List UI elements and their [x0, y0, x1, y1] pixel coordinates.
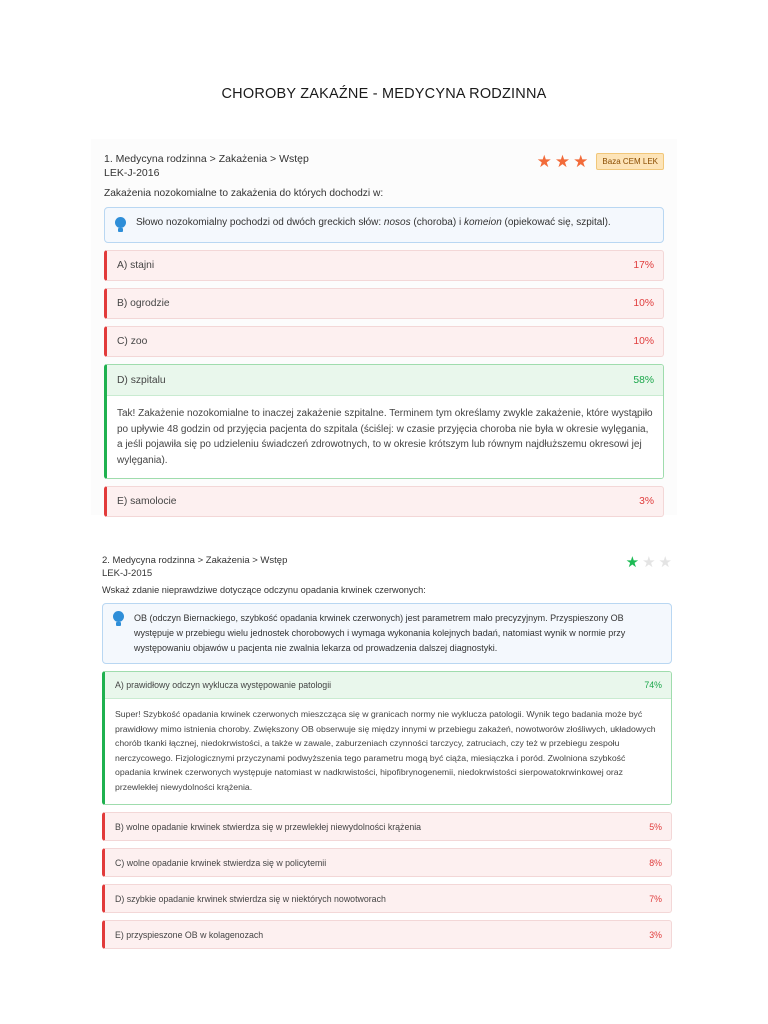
answer-percent: 10%: [633, 298, 654, 309]
answer-option-c[interactable]: [102, 848, 672, 877]
answer-label: D) szpitalu: [117, 374, 166, 386]
star-icon: ★: [573, 152, 589, 171]
answer-label: C) wolne opadanie krwinek stwierdza się w policytemii: [115, 857, 327, 868]
star-icon: ★: [554, 152, 571, 171]
answer-explanation: Super! Szybkość opadania krwinek czerwonych mieszcząca się w granicach normy nie wyklucza patologii. Wynik tego badania może być prawidłowy mimo istnienia choroby. Zwiększony OB obserwuje się między innymi w przebiegu zakażeń, nowotworów złośliwych, układowych chorób tkanki łącznej, niedokrwistości, a także w zawale, zaburzeniach czynności tarczycy, zatruciach, czy też w przebiegu zespołu nerczycowego. Fizjologicznymi przyczynami podwyższenia tego parametru mogą być ciąża, miesiączka i poród. Zwolniona szybkość opadania krwinek czerwonych występuje natomiast w nadkrwistości, hipofibrynogenemii, niedokrwistości sierpowatokrwinkowej oraz przewlekłej niewydolności krążenia.: [105, 699, 671, 804]
question-text: Zakażenia nozokomialne to zakażenia do których dochodzi w:: [104, 188, 384, 199]
answer-option-e[interactable]: [104, 486, 664, 517]
answer-percent: 17%: [633, 260, 654, 271]
answer-percent: 5%: [649, 821, 662, 832]
breadcrumb[interactable]: 1. Medycyna rodzinna > Zakażenia > Wstęp: [104, 153, 309, 165]
hint-text: OB (odczyn Biernackiego, szybkość opadania krwinek czerwonych) jest parametrem mało precyzyjnym. Przyspieszony OB występuje w przebiegu wielu jednostek chorobowych i wymaga wykonania kolejnych badań, natomiast wynik w normie przy występowaniu objawów u pacjenta nie zwalnia lekarza od prowadzenia dalszej diagnostyki.: [134, 613, 626, 653]
answer-label: D) szybkie opadanie krwinek stwierdza się w niektórych nowotworach: [115, 893, 386, 904]
answer-label: B) wolne opadanie krwinek stwierdza się w przewlekłej niewydolności krążenia: [115, 821, 422, 832]
question-header: [104, 153, 664, 179]
exam-code: LEK-J-2016: [104, 167, 160, 179]
answer-option-c[interactable]: [104, 326, 664, 357]
question-card-1: [91, 139, 677, 515]
answer-option-b[interactable]: [104, 288, 664, 319]
answer-explanation: Tak! Zakażenie nozokomialne to inaczej zakażenie szpitalne. Terminem tym określamy zwykle zakażenie, które wystąpiło po upływie 48 godzin od przyjęcia pacjenta do szpitala (ściślej: w czasie przyjęcia choroba nie była w okresie wylęgania, a jeśli pojawiła się po udzieleniu świadczeń zdrowotnych, to w okresie krótszym lub równym najdłuższemu okresowi jej wylęgania).: [107, 396, 663, 478]
answer-label: A) stajni: [117, 260, 155, 271]
answer-label: E) samolocie: [117, 496, 177, 507]
answer-percent: 8%: [649, 857, 662, 868]
answer-percent: 3%: [649, 929, 662, 940]
answer-percent: 58%: [633, 374, 654, 386]
difficulty-rating: [537, 153, 589, 170]
breadcrumb[interactable]: 2. Medycyna rodzinna > Zakażenia > Wstęp: [102, 555, 288, 566]
answer-percent: 3%: [639, 496, 654, 507]
answer-percent: 10%: [633, 336, 654, 347]
question-card-2: [91, 545, 683, 940]
star-icon: ★: [642, 554, 656, 571]
answer-label: A) prawidłowy odczyn wyklucza występowanie patologii: [115, 680, 332, 690]
answer-option-a[interactable]: [104, 250, 664, 281]
hint-box: [102, 603, 672, 664]
answer-option-a-correct[interactable]: [102, 671, 672, 805]
answer-label: C) zoo: [117, 336, 148, 347]
page-title: CHOROBY ZAKAŹNE - MEDYCYNA RODZINNA: [221, 86, 547, 102]
star-icon: ★: [625, 554, 640, 571]
question-text: Wskaż zdanie nieprawdziwe dotyczące odczynu opadania krwinek czerwonych:: [102, 585, 426, 595]
answer-label: B) ogrodzie: [117, 298, 170, 309]
difficulty-rating: [626, 555, 672, 570]
answer-percent: 74%: [644, 680, 662, 690]
answer-option-b[interactable]: [102, 812, 672, 841]
source-badge: Baza CEM LEK: [596, 153, 664, 170]
hint-box: [104, 207, 664, 243]
answer-option-d-correct[interactable]: [104, 364, 664, 479]
exam-code: LEK-J-2015: [102, 568, 153, 579]
answer-option-e[interactable]: [102, 920, 672, 949]
star-icon: ★: [658, 554, 672, 571]
question-header: [102, 555, 672, 579]
answer-label: E) przyspieszone OB w kolagenozach: [115, 929, 264, 940]
lightbulb-icon: [115, 217, 127, 233]
lightbulb-icon: [113, 611, 125, 627]
answer-percent: 7%: [649, 893, 662, 904]
star-icon: ★: [536, 152, 552, 171]
hint-text: Słowo nozokomialny pochodzi od dwóch greckich słów: nosos (choroba) i komeion (opiekować się, szpital).: [136, 217, 611, 228]
answer-option-d[interactable]: [102, 884, 672, 913]
